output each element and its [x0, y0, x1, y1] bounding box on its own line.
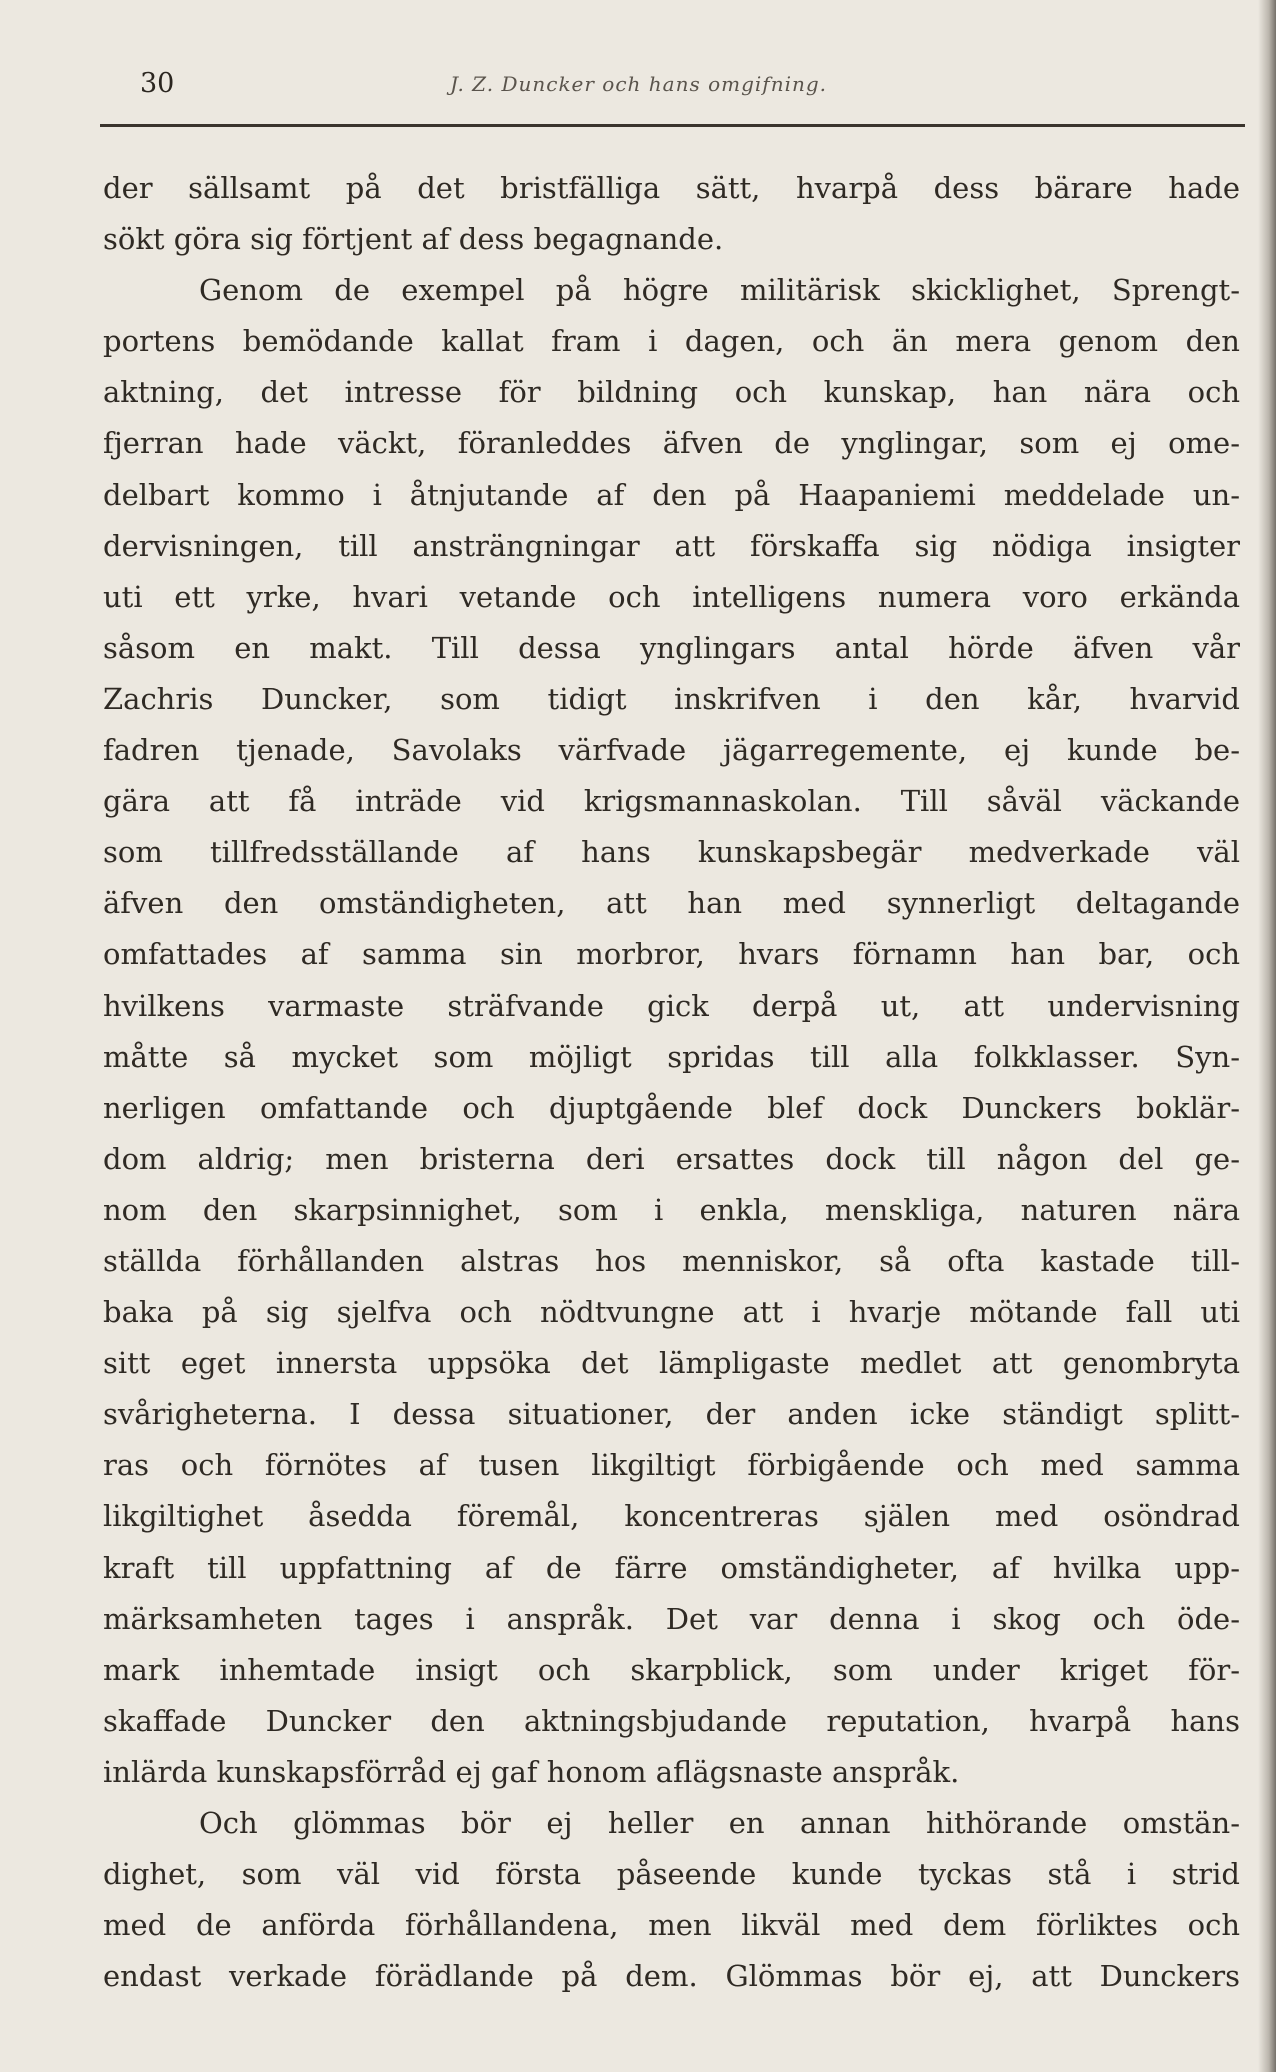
body-text — [103, 163, 1240, 2002]
text-line: dervisningen, till ansträngningar att förskaffa sig nödiga insigter — [103, 528, 1240, 563]
text-line: endast verkade förädlande på dem. Glömmas bör ej, att Dunckers — [103, 1959, 1240, 1994]
text-line: dom aldrig; men bristerna deri ersattes dock till någon del ge- — [103, 1141, 1240, 1176]
text-line: äfven den omständigheten, att han med synnerligt deltagande — [103, 886, 1240, 921]
text-line: skaffade Duncker den aktningsbjudande reputation, hvarpå hans — [103, 1703, 1240, 1738]
text-line: såsom en makt. Till dessa ynglingars antal hörde äfven vår — [103, 630, 1240, 665]
text-line: nom den skarpsinnighet, som i enkla, menskliga, naturen nära — [103, 1192, 1240, 1227]
text-line: der sällsamt på det bristfälliga sätt, hvarpå dess bärare hade — [103, 171, 1240, 205]
text-line: baka på sig sjelfva och nödtvungne att i hvarje mötande fall uti — [103, 1295, 1240, 1330]
text-line: gära att få inträde vid krigsmannaskolan. Till såväl väckande — [103, 784, 1240, 819]
text-line: Zachris Duncker, som tidigt inskrifven i den kår, hvarvid — [103, 681, 1240, 716]
text-line: omfattades af samma sin morbror, hvars förnamn han bar, och — [103, 937, 1240, 972]
page-header — [140, 64, 1240, 110]
page-number: 30 — [140, 68, 175, 99]
text-line: dighet, som väl vid första påseende kunde tyckas stå i strid — [103, 1857, 1240, 1892]
text-line: sökt göra sig förtjent af dess begagnande. — [103, 222, 724, 257]
text-line: fjerran hade väckt, föranleddes äfven de ynglingar, som ej ome- — [103, 426, 1240, 461]
text-line: med de anförda förhållandena, men likväl med dem förliktes och — [103, 1908, 1240, 1943]
text-line: portens bemödande kallat fram i dagen, och än mera genom den — [103, 324, 1240, 359]
text-line: nerligen omfattande och djuptgående blef dock Dunckers boklär- — [103, 1090, 1240, 1125]
text-line: aktning, det intresse för bildning och kunskap, han nära och — [103, 375, 1240, 410]
text-line: ras och förnötes af tusen likgiltigt förbigående och med samma — [103, 1448, 1240, 1483]
text-line: måtte så mycket som möjligt spridas till alla folkklasser. Syn- — [103, 1039, 1240, 1074]
running-title: J. Z. Duncker och hans omgifning. — [450, 72, 828, 96]
binding-shadow — [1258, 0, 1276, 2072]
text-line: inlärda kunskapsförråd ej gaf honom aflägsnaste anspråk. — [103, 1754, 960, 1789]
text-line: märksamheten tages i anspråk. Det var denna i skog och öde- — [103, 1601, 1240, 1636]
text-line: kraft till uppfattning af de färre omständigheter, af hvilka upp- — [103, 1550, 1240, 1585]
text-line: som tillfredsställande af hans kunskapsbegär medverkade väl — [103, 835, 1240, 870]
text-line: hvilkens varmaste sträfvande gick derpå ut, att undervisning — [103, 988, 1240, 1023]
text-line: fadren tjenade, Savolaks värfvade jägarregemente, ej kunde be- — [103, 733, 1240, 768]
text-line: ställda förhållanden alstras hos menniskor, så ofta kastade till- — [103, 1243, 1240, 1278]
text-line: Genom de exempel på högre militärisk skicklighet, Sprengt- — [199, 273, 1240, 308]
header-rule — [100, 124, 1245, 127]
text-line: svårigheterna. I dessa situationer, der anden icke ständigt splitt- — [103, 1397, 1240, 1432]
text-line: mark inhemtade insigt och skarpblick, som under kriget för- — [103, 1652, 1240, 1687]
text-line: Och glömmas bör ej heller en annan hithörande omstän- — [199, 1806, 1240, 1840]
text-line: sitt eget innersta uppsöka det lämpligaste medlet att genombryta — [103, 1346, 1240, 1381]
text-line: delbart kommo i åtnjutande af den på Haapaniemi meddelade un- — [103, 477, 1240, 512]
text-line: likgiltighet åsedda föremål, koncentreras själen med osöndrad — [103, 1499, 1240, 1534]
text-line: uti ett yrke, hvari vetande och intelligens numera voro erkända — [103, 579, 1240, 614]
